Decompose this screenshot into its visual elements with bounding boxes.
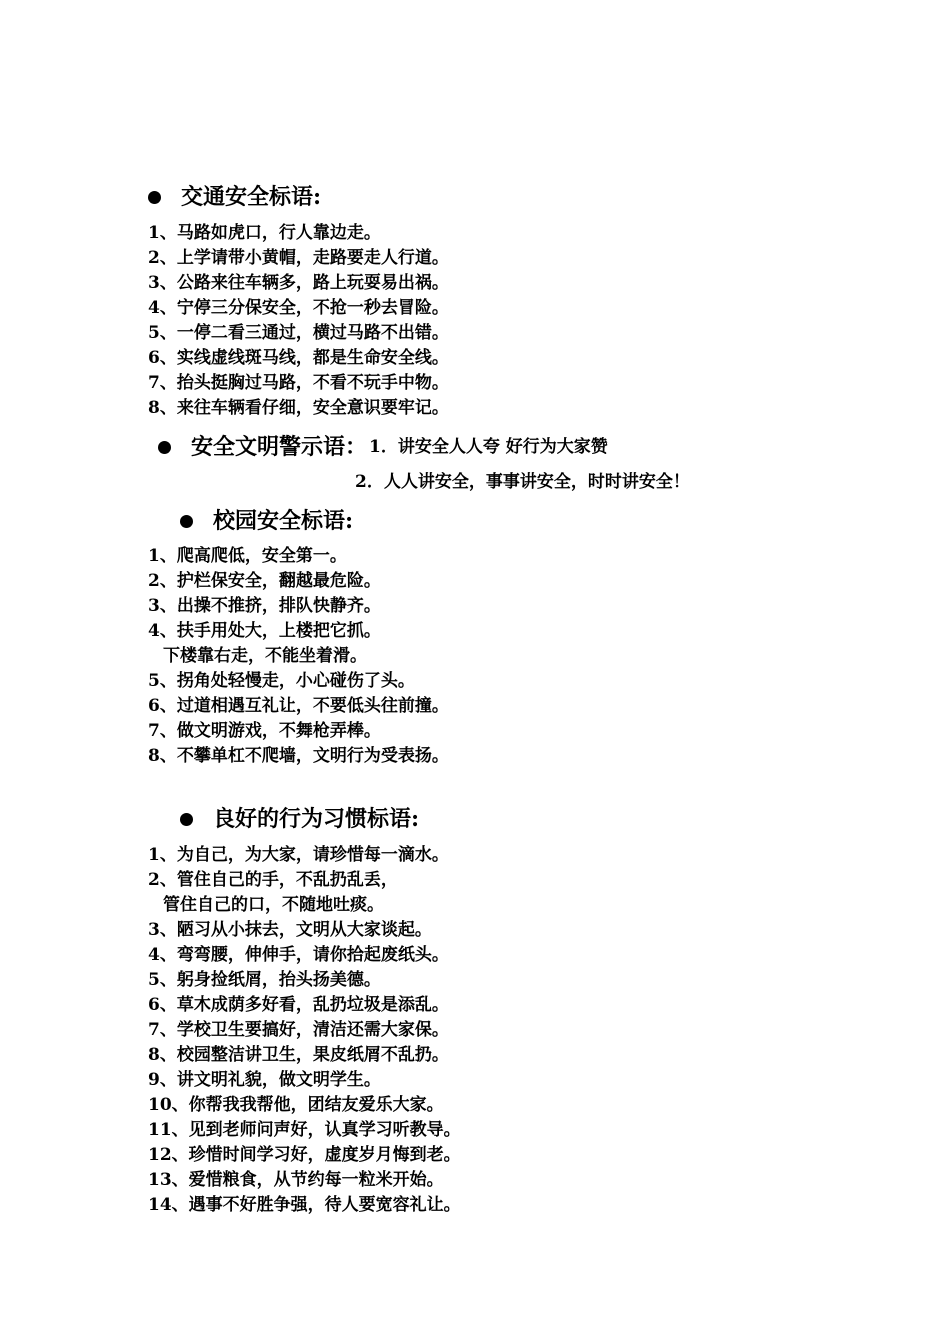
list-item: 10、你帮我我帮他，团结友爱乐大家。 [148, 1095, 444, 1115]
habits-heading-text: 良好的行为习惯标语: [213, 806, 420, 832]
list-item: 3、陋习从小抹去，文明从大家谈起。 [148, 920, 432, 940]
list-item: 6、实线虚线斑马线，都是生命安全线。 [148, 348, 449, 368]
list-item: 7、抬头挺胸过马路，不看不玩手中物。 [148, 373, 449, 393]
list-item: 4、弯弯腰，伸伸手，请你拾起废纸头。 [148, 945, 449, 965]
list-item: 12、珍惜时间学习好，虚度岁月悔到老。 [148, 1145, 461, 1165]
list-item: 下楼靠右走，不能坐着滑。 [163, 646, 367, 666]
traffic-list [148, 221, 449, 421]
list-item: 14、遇事不好胜争强，待人要宽容礼让。 [148, 1195, 461, 1215]
list-item: 8、不攀单杠不爬墙，文明行为受表扬。 [148, 746, 449, 766]
list-item: 2、护栏保安全，翻越最危险。 [148, 571, 381, 591]
traffic-heading-text: 交通安全标语: [181, 184, 322, 210]
list-item: 3、出操不推挤，排队快静齐。 [148, 596, 381, 616]
list-item: 5、躬身捡纸屑，抬头扬美德。 [148, 970, 381, 990]
list-item: 管住自己的口，不随地吐痰。 [163, 895, 384, 915]
list-item: 2、管住自己的手，不乱扔乱丢， [148, 870, 398, 890]
bullet-icon [158, 441, 171, 454]
list-item: 9、讲文明礼貌，做文明学生。 [148, 1070, 381, 1090]
list-item: 7、做文明游戏，不舞枪弄棒。 [148, 721, 381, 741]
list-item: 11、见到老师问声好，认真学习听教导。 [148, 1120, 461, 1140]
list-item: 6、过道相遇互礼让，不要低头往前撞。 [148, 696, 449, 716]
list-item: 2、上学请带小黄帽，走路要走人行道。 [148, 248, 449, 268]
warning-heading [158, 432, 608, 462]
bullet-icon [180, 515, 193, 528]
list-item: 7、学校卫生要搞好，清洁还需大家保。 [148, 1020, 449, 1040]
habits-heading [180, 804, 419, 834]
traffic-heading [148, 182, 321, 212]
list-item: 1、为自己，为大家，请珍惜每一滴水。 [148, 845, 449, 865]
warning-heading-text: 安全文明警示语： [191, 434, 368, 460]
list-item: 13、爱惜粮食，从节约每一粒米开始。 [148, 1170, 444, 1190]
campus-heading [180, 506, 353, 536]
campus-list [148, 544, 449, 769]
list-item: 6、草木成荫多好看，乱扔垃圾是添乱。 [148, 995, 449, 1015]
list-item: 1、马路如虎口，行人靠边走。 [148, 223, 381, 243]
warning-line-2: 2．人人讲安全，事事讲安全，时时讲安全！ [355, 472, 690, 492]
list-item: 1、爬高爬低，安全第一。 [148, 546, 347, 566]
list-item: 3、公路来往车辆多，路上玩耍易出祸。 [148, 273, 449, 293]
list-item: 5、一停二看三通过，横过马路不出错。 [148, 323, 449, 343]
warning-line-1: 1．讲安全人人夸 好行为大家赞 [369, 437, 608, 457]
list-item: 8、校园整洁讲卫生，果皮纸屑不乱扔。 [148, 1045, 449, 1065]
list-item: 8、来往车辆看仔细，安全意识要牢记。 [148, 398, 449, 418]
bullet-icon [148, 191, 161, 204]
bullet-icon [180, 813, 193, 826]
list-item: 5、拐角处轻慢走，小心碰伤了头。 [148, 671, 415, 691]
list-item: 4、扶手用处大，上楼把它抓。 [148, 621, 381, 641]
campus-heading-text: 校园安全标语: [213, 508, 354, 534]
list-item: 4、宁停三分保安全，不抢一秒去冒险。 [148, 298, 449, 318]
habits-list [148, 843, 461, 1218]
